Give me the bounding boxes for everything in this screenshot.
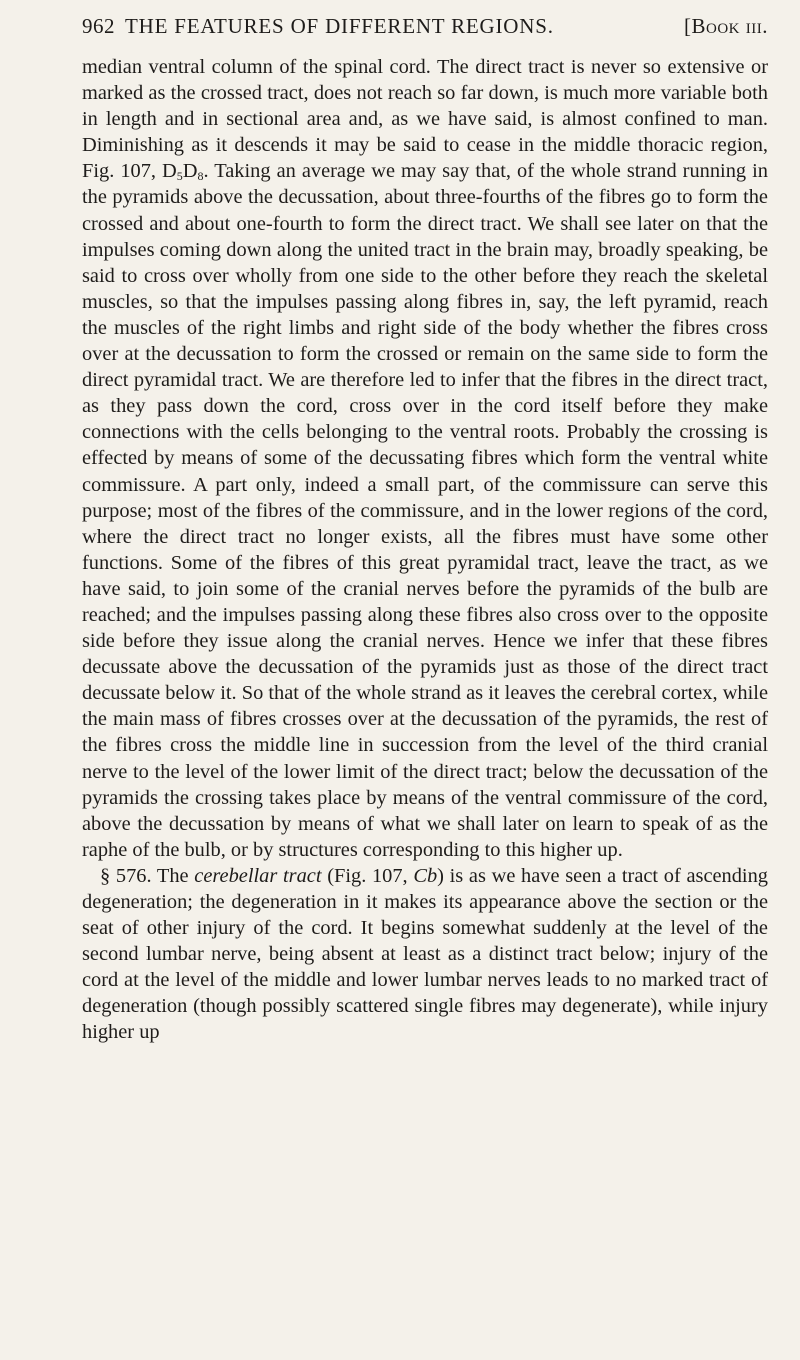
subscript-5: 5 <box>176 169 183 184</box>
para1-part-b: D <box>182 160 198 183</box>
figure-reference: Cb <box>413 864 438 887</box>
para2-part-b: (Fig. 107, <box>321 864 414 887</box>
para1-part-c: . Taking an average we may say that, of the whole strand running in the pyramids above the decussation, about three-fourths of the fibres go to form the crossed and about one-fourth to form the direct tract. We shall see later on that the impulses coming down along the united tract in the brain may, broadly speaking, be said to cross over wholly from one side to the other before they reach the skeletal muscles, so that the impulses passing along fibres in, say, the left pyramid, reach the muscles of the right limbs and right side of the body whether the fibres cross over at the decussation to form the crossed or remain on the same side to form the direct pyramidal tract. We are therefore led to infer that the fibres in the direct tract, as they pass down the cord, cross over in the cord itself before they make connections with the cells belonging to the ventral roots. Probably the crossing is effected by means of some of the decussating fibres which form the ventral white commissure. A part only, indeed a small part, of the commissure can serve this purpose; most of the fibres of the commissure, and in the lower regions of the cord, where the direct tract no longer exists, all the fibres must have some other functions. Some of the fibres of this great pyramidal tract, leave the tract, as we have said, to join some of the cranial nerves before the pyramids of the bulb are reached; and the impulses passing along these fibres also cross over to the opposite side before they issue along the cranial nerves. Hence we infer that these fibres decussate above the decussation of the pyramids just as those of the direct tract decussate below it. So that of the whole strand as it leaves the cerebral cortex, while the main mass of fibres crosses over at the decussation of the pyramids, the rest of the fibres cross the middle line in succession from the level of the third cranial nerve to the level of the lower limit of the direct tract; below the decussation of the pyramids the crossing takes place by means of the ventral commissure of the cord, above the decussation by means of what we shall later on learn to speak of as the raphe of the bulb, or by structures corresponding to this higher up. <box>82 160 768 861</box>
term-cerebellar-tract: cerebellar tract <box>194 864 322 887</box>
running-head <box>82 14 768 44</box>
book-label: [Book iii. <box>684 14 768 38</box>
paragraph-direct-tract <box>82 54 768 863</box>
body-text <box>82 54 768 1046</box>
page-number: 962 <box>82 14 115 38</box>
subscript-8: 8 <box>197 169 204 184</box>
book-page <box>82 14 768 1046</box>
running-title: THE FEATURES OF DIFFERENT REGIONS. <box>125 14 554 38</box>
paragraph-cerebellar-tract <box>82 863 768 1046</box>
para2-part-c: ) is as we have seen a tract of ascending degeneration; the degeneration in it makes its appearance above the section or the seat of other injury of the cord. It begins somewhat suddenly at the level of the second lumbar nerve, being absent at least as a distinct tract below; injury of the cord at the level of the middle and lower lumbar nerves leads to no marked tract of degeneration (though possibly scattered single fibres may degenerate), while injury higher up <box>82 864 768 1044</box>
para2-part-a: § 576. The <box>100 864 195 887</box>
para1-part-a: median ventral column of the spinal cord. The direct tract is never so extensive or marked as the crossed tract, does not reach so far down, is much more variable both in length and in sectional area and, as we have said, is almost confined to man. Diminishing as it descends it may be said to cease in the middle thoracic region, Fig. 107, D <box>82 56 768 183</box>
